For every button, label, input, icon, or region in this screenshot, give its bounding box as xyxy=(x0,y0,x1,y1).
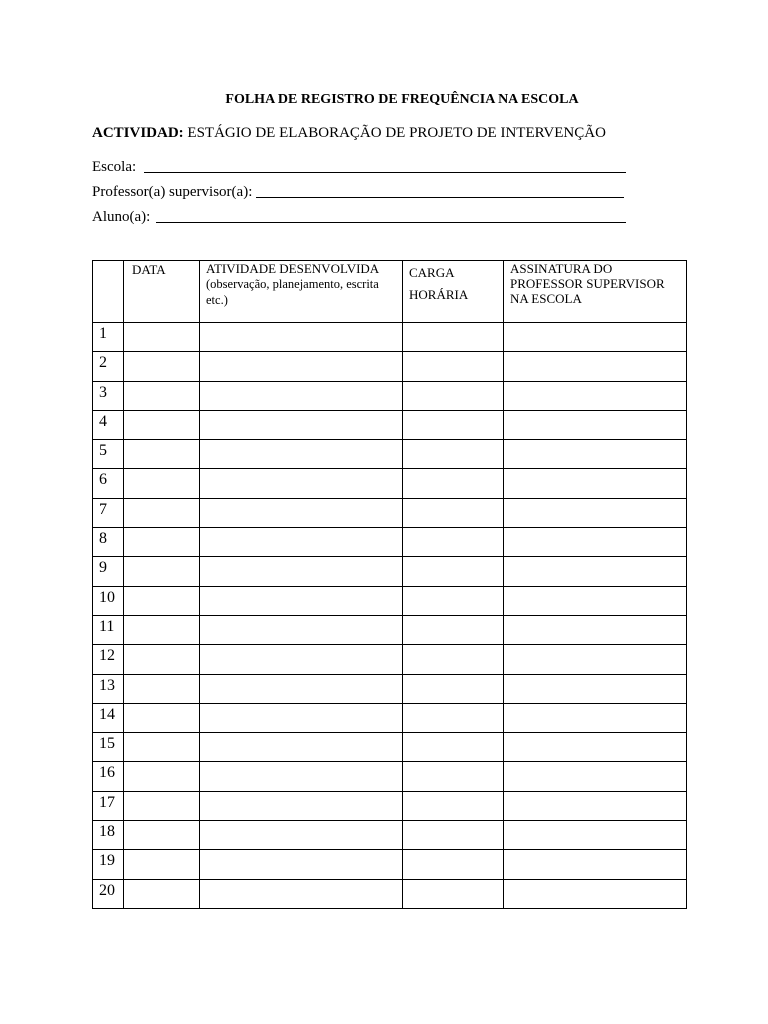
escola-input-line[interactable] xyxy=(144,171,626,173)
attendance-table xyxy=(92,260,687,909)
row-number: 12 xyxy=(93,645,124,674)
data-cell[interactable] xyxy=(124,645,200,674)
table-body xyxy=(93,323,687,909)
carga-cell[interactable] xyxy=(403,469,504,498)
data-cell[interactable] xyxy=(124,557,200,586)
table-row xyxy=(93,440,687,469)
row-number: 17 xyxy=(93,791,124,820)
row-number: 15 xyxy=(93,733,124,762)
page-title: FOLHA DE REGISTRO DE FREQUÊNCIA NA ESCOLA xyxy=(225,92,579,107)
table-row xyxy=(93,733,687,762)
table-row xyxy=(93,615,687,644)
carga-cell[interactable] xyxy=(403,703,504,732)
atividade-cell[interactable] xyxy=(200,498,403,527)
row-number: 4 xyxy=(93,410,124,439)
assinatura-cell[interactable] xyxy=(504,528,687,557)
table-row xyxy=(93,879,687,908)
assinatura-cell[interactable] xyxy=(504,469,687,498)
header-atividade-sub: (observação, planejamento, escrita etc.) xyxy=(206,277,379,307)
assinatura-cell[interactable] xyxy=(504,498,687,527)
assinatura-cell[interactable] xyxy=(504,410,687,439)
atividade-cell[interactable] xyxy=(200,791,403,820)
row-number: 13 xyxy=(93,674,124,703)
row-number: 18 xyxy=(93,821,124,850)
data-cell[interactable] xyxy=(124,381,200,410)
carga-cell[interactable] xyxy=(403,528,504,557)
carga-cell[interactable] xyxy=(403,586,504,615)
carga-cell[interactable] xyxy=(403,498,504,527)
row-number: 2 xyxy=(93,352,124,381)
table-row xyxy=(93,850,687,879)
row-number: 20 xyxy=(93,879,124,908)
assinatura-cell[interactable] xyxy=(504,586,687,615)
table-row xyxy=(93,821,687,850)
atividade-cell[interactable] xyxy=(200,528,403,557)
table-row xyxy=(93,586,687,615)
assinatura-cell[interactable] xyxy=(504,440,687,469)
table-header-row xyxy=(93,261,687,323)
aluno-field xyxy=(92,209,626,226)
atividade-cell[interactable] xyxy=(200,381,403,410)
escola-field xyxy=(92,159,626,176)
atividade-cell[interactable] xyxy=(200,733,403,762)
data-cell[interactable] xyxy=(124,821,200,850)
atividade-cell[interactable] xyxy=(200,850,403,879)
assinatura-cell[interactable] xyxy=(504,703,687,732)
data-cell[interactable] xyxy=(124,410,200,439)
atividade-cell[interactable] xyxy=(200,440,403,469)
carga-cell[interactable] xyxy=(403,733,504,762)
row-number: 19 xyxy=(93,850,124,879)
table-row xyxy=(93,674,687,703)
header-carga xyxy=(403,261,504,323)
assinatura-cell[interactable] xyxy=(504,791,687,820)
table-row xyxy=(93,762,687,791)
data-cell[interactable] xyxy=(124,762,200,791)
professor-input-line[interactable] xyxy=(256,196,624,198)
atividade-cell[interactable] xyxy=(200,821,403,850)
header-atividade xyxy=(200,261,403,323)
assinatura-cell[interactable] xyxy=(504,557,687,586)
data-cell[interactable] xyxy=(124,703,200,732)
row-number: 16 xyxy=(93,762,124,791)
assinatura-cell[interactable] xyxy=(504,352,687,381)
atividade-cell[interactable] xyxy=(200,879,403,908)
carga-cell[interactable] xyxy=(403,645,504,674)
row-number: 3 xyxy=(93,381,124,410)
data-cell[interactable] xyxy=(124,440,200,469)
carga-cell[interactable] xyxy=(403,557,504,586)
table-row xyxy=(93,528,687,557)
row-number: 1 xyxy=(93,323,124,352)
carga-cell[interactable] xyxy=(403,440,504,469)
table-row xyxy=(93,469,687,498)
row-number: 7 xyxy=(93,498,124,527)
activity-value: ESTÁGIO DE ELABORAÇÃO DE PROJETO DE INTERVENÇÃO xyxy=(183,125,606,141)
assinatura-cell[interactable] xyxy=(504,323,687,352)
atividade-cell[interactable] xyxy=(200,645,403,674)
data-cell[interactable] xyxy=(124,352,200,381)
header-assinatura: ASSINATURA DO PROFESSOR SUPERVISOR NA ESCOLA xyxy=(504,261,687,323)
row-number: 14 xyxy=(93,703,124,732)
atividade-cell[interactable] xyxy=(200,410,403,439)
aluno-input-line[interactable] xyxy=(156,221,626,223)
table-row xyxy=(93,703,687,732)
table-row xyxy=(93,381,687,410)
carga-cell[interactable] xyxy=(403,850,504,879)
table-row xyxy=(93,498,687,527)
carga-cell[interactable] xyxy=(403,762,504,791)
assinatura-cell[interactable] xyxy=(504,879,687,908)
table-row xyxy=(93,352,687,381)
assinatura-cell[interactable] xyxy=(504,821,687,850)
data-cell[interactable] xyxy=(124,323,200,352)
atividade-cell[interactable] xyxy=(200,557,403,586)
carga-cell[interactable] xyxy=(403,323,504,352)
carga-cell[interactable] xyxy=(403,352,504,381)
atividade-cell[interactable] xyxy=(200,703,403,732)
carga-cell[interactable] xyxy=(403,674,504,703)
data-cell[interactable] xyxy=(124,498,200,527)
atividade-cell[interactable] xyxy=(200,762,403,791)
data-cell[interactable] xyxy=(124,674,200,703)
row-number: 8 xyxy=(93,528,124,557)
atividade-cell[interactable] xyxy=(200,586,403,615)
header-atividade-main: ATIVIDADE DESENVOLVIDA xyxy=(206,261,379,276)
assinatura-cell[interactable] xyxy=(504,850,687,879)
data-cell[interactable] xyxy=(124,733,200,762)
assinatura-cell[interactable] xyxy=(504,733,687,762)
professor-label: Professor(a) supervisor(a): xyxy=(92,184,253,200)
row-number: 11 xyxy=(93,615,124,644)
atividade-cell[interactable] xyxy=(200,352,403,381)
assinatura-cell[interactable] xyxy=(504,381,687,410)
header-number xyxy=(93,261,124,323)
data-cell[interactable] xyxy=(124,791,200,820)
assinatura-cell[interactable] xyxy=(504,645,687,674)
header-carga-line2: HORÁRIA xyxy=(409,287,469,302)
atividade-cell[interactable] xyxy=(200,323,403,352)
table-row xyxy=(93,645,687,674)
row-number: 5 xyxy=(93,440,124,469)
carga-cell[interactable] xyxy=(403,821,504,850)
header-data: DATA xyxy=(124,261,200,323)
data-cell[interactable] xyxy=(124,586,200,615)
data-cell[interactable] xyxy=(124,469,200,498)
data-cell[interactable] xyxy=(124,528,200,557)
aluno-label: Aluno(a): xyxy=(92,209,151,225)
assinatura-cell[interactable] xyxy=(504,615,687,644)
data-cell[interactable] xyxy=(124,879,200,908)
professor-field xyxy=(92,184,624,201)
data-cell[interactable] xyxy=(124,615,200,644)
row-number: 9 xyxy=(93,557,124,586)
activity-line xyxy=(92,125,606,142)
row-number: 6 xyxy=(93,469,124,498)
data-cell[interactable] xyxy=(124,850,200,879)
atividade-cell[interactable] xyxy=(200,674,403,703)
atividade-cell[interactable] xyxy=(200,469,403,498)
carga-cell[interactable] xyxy=(403,879,504,908)
table-row xyxy=(93,791,687,820)
carga-cell[interactable] xyxy=(403,410,504,439)
assinatura-cell[interactable] xyxy=(504,674,687,703)
header-carga-line1: CARGA xyxy=(409,265,455,280)
table-row xyxy=(93,557,687,586)
escola-label: Escola: xyxy=(92,159,137,175)
table-row xyxy=(93,323,687,352)
table-row xyxy=(93,410,687,439)
assinatura-cell[interactable] xyxy=(504,762,687,791)
carga-cell[interactable] xyxy=(403,615,504,644)
atividade-cell[interactable] xyxy=(200,615,403,644)
carga-cell[interactable] xyxy=(403,381,504,410)
carga-cell[interactable] xyxy=(403,791,504,820)
activity-label: ACTIVIDAD: xyxy=(92,125,184,141)
row-number: 10 xyxy=(93,586,124,615)
